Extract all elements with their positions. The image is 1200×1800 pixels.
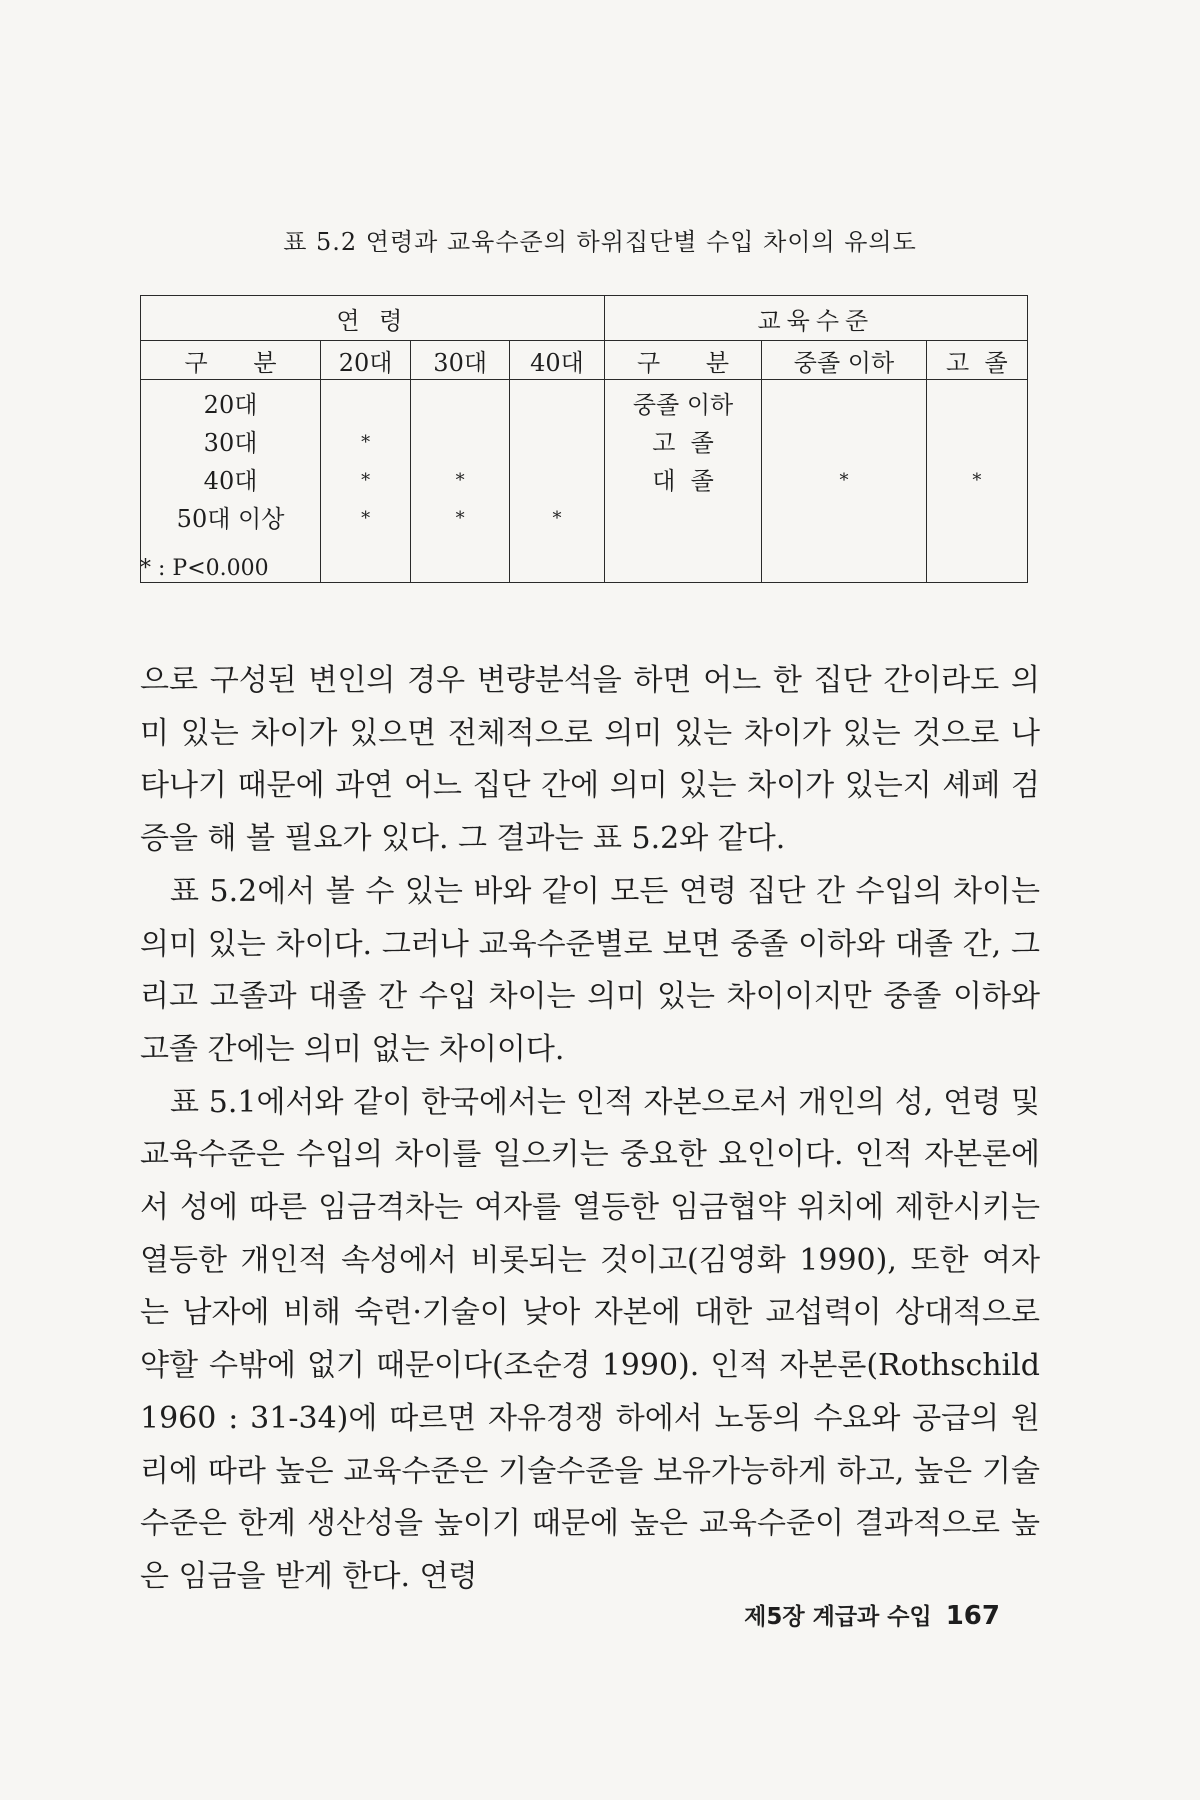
age-col-header-40s: 40대 <box>510 341 605 380</box>
age-row-label: 40대 <box>203 467 258 495</box>
significance-mark: * <box>455 508 465 529</box>
significance-mark <box>762 424 925 462</box>
edu-col-middle-school-cells <box>762 380 926 583</box>
significance-mark <box>510 386 604 424</box>
education-group-header: 교육수준 <box>604 296 1027 341</box>
significance-mark <box>321 386 410 424</box>
significance-mark: * <box>552 508 562 529</box>
age-col-header-30s: 30대 <box>411 341 510 380</box>
significance-mark: * <box>361 508 371 529</box>
chapter-title: 제5장 계급과 수입 <box>744 1604 932 1630</box>
edu-col-header-middle-school: 중졸 이하 <box>762 341 926 380</box>
age-group-header: 연 령 <box>141 296 605 341</box>
paragraph: 표 5.1에서와 같이 한국에서는 인적 자본으로서 개인의 성, 연령 및 교육수준은 수입의 차이를 일으키는 중요한 요인이다. 인적 자본론에서 성에 따른 임금격차는 여자를 열등한 임금협약 위치에 제한시키는 열등한 개인적 속성에서 비롯되는 것이고(김영화 1990), 또한 여자는 남자에 비해 숙련·기술이 낮아 자본에 대한 교섭력이 상대적으로 약할 수밖에 없기 때문이다(조순경 1990). 인적 자본론(Rothschild 1960 : 31-34)에 따르면 자유경쟁 하에서 노동의 수요와 공급의 원리에 따라 높은 교육수준은 기술수준을 보유가능하게 하고, 높은 기술수준은 한계 생산성을 높이기 때문에 높은 교육수준이 결과적으로 높은 임금을 받게 한다. 연령 <box>140 1084 1040 1594</box>
age-row-label: 50대 이상 <box>176 505 285 533</box>
significance-mark <box>927 424 1027 462</box>
significance-mark <box>762 386 925 424</box>
paragraph: 표 5.2에서 볼 수 있는 바와 같이 모든 연령 집단 간 수입의 차이는 의미 있는 차이다. 그러나 교육수준별로 보면 중졸 이하와 대졸 간, 그리고 고졸과 대졸 간 수입 차이는 의미 있는 차이이지만 중졸 이하와 고졸 간에는 의미 없는 차이이다. <box>140 873 1040 1067</box>
significance-mark: * <box>361 470 371 491</box>
body-text <box>140 655 1040 1604</box>
age-row-label: 20대 <box>203 391 258 419</box>
edu-col-high-school-cells <box>926 380 1027 583</box>
table-caption: 표 5.2 연령과 교육수준의 하위집단별 수입 차이의 유의도 <box>283 228 917 256</box>
edu-row-label: 중졸 이하 <box>632 391 734 419</box>
significance-mark <box>411 424 509 462</box>
significance-mark: * <box>361 432 371 453</box>
significance-mark <box>927 386 1027 424</box>
edu-col-header-high-school: 고 졸 <box>926 341 1027 380</box>
edu-label-header: 구 분 <box>604 341 762 380</box>
table-footnote: * : P<0.000 <box>140 556 269 581</box>
significance-mark: * <box>972 470 982 491</box>
page-number: 167 <box>945 1601 1000 1631</box>
running-footer <box>700 1598 1000 1631</box>
age-col-30s-cells <box>411 380 510 583</box>
significance-mark <box>411 386 509 424</box>
age-label-header: 구 분 <box>141 341 321 380</box>
age-col-20s-cells <box>321 380 411 583</box>
significance-mark <box>510 462 604 500</box>
paragraph: 으로 구성된 변인의 경우 변량분석을 하면 어느 한 집단 간이라도 의미 있는 차이가 있으면 전체적으로 의미 있는 차이가 있는 것으로 나타나기 때문에 과연 어느 집단 간에 의미 있는 차이가 있는지 셰페 검증을 해 볼 필요가 있다. 그 결과는 표 5.2와 같다. <box>140 663 1040 857</box>
significance-mark: * <box>839 470 849 491</box>
edu-row-label: 대 졸 <box>652 467 714 495</box>
significance-table <box>140 295 1028 583</box>
edu-row-label: 고 졸 <box>652 429 714 457</box>
significance-mark: * <box>455 470 465 491</box>
age-row-labels <box>141 380 321 583</box>
significance-mark <box>510 424 604 462</box>
age-col-header-20s: 20대 <box>321 341 411 380</box>
age-col-40s-cells <box>510 380 605 583</box>
edu-row-labels <box>604 380 762 583</box>
age-row-label: 30대 <box>203 429 258 457</box>
